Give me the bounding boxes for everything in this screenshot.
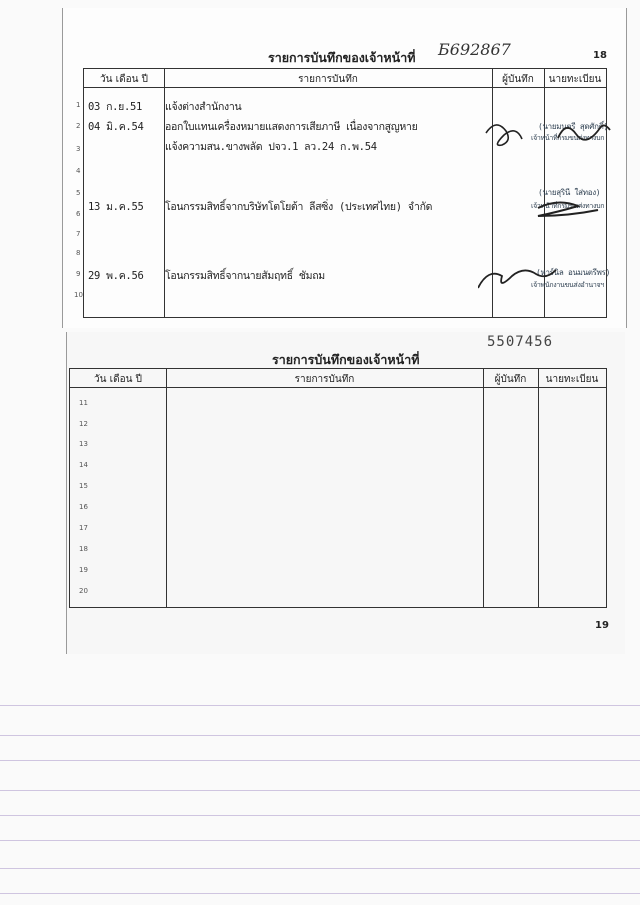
- record-table: [69, 368, 607, 608]
- handwritten-number: Б692867: [438, 40, 511, 59]
- serial-number: 5507456: [487, 334, 554, 350]
- row-number: 11: [79, 399, 88, 407]
- row-number: 18: [79, 545, 88, 553]
- row-number: 1: [76, 101, 81, 109]
- row-number: 16: [79, 503, 88, 511]
- row-number: 9: [76, 270, 81, 278]
- stamp-name: (นายสุรินี ใส่ทอง): [538, 188, 601, 197]
- entry-date: 29 พ.ค.56: [88, 270, 144, 282]
- row-number: 10: [74, 291, 83, 299]
- entry-date: 03 ก.ย.51: [88, 101, 143, 113]
- column-header-record: รายการบันทึก: [294, 374, 355, 385]
- entry-text: แจ้งต่างสำนักงาน: [165, 101, 242, 113]
- stamp-title: เจ้าหน้าที่กรมขนส่งทางบก: [531, 202, 605, 210]
- entry-date: 04 มิ.ค.54: [88, 121, 144, 133]
- row-number: 20: [79, 587, 88, 595]
- column-header-record: รายการบันทึก: [298, 74, 358, 85]
- column-header-registrar: นายทะเบียน: [548, 74, 602, 85]
- row-number: 14: [79, 461, 88, 469]
- signatures: [478, 108, 618, 308]
- column-header-date: วัน เดือน ปี: [94, 374, 142, 385]
- column-header-recorder: ผู้บันทึก: [494, 374, 527, 385]
- row-number: 7: [76, 230, 81, 238]
- column-header-registrar: นายทะเบียน: [545, 374, 599, 385]
- row-number: 4: [76, 167, 81, 175]
- row-number: 3: [76, 145, 81, 153]
- page-number: 19: [595, 620, 609, 631]
- row-number: 12: [79, 420, 88, 428]
- entry-text: โอนกรรมสิทธิ์จากนายสัมฤทธิ์ ชัมถม: [165, 270, 325, 282]
- column-header-date: วัน เดือน ปี: [100, 74, 148, 85]
- stamp-title: เจ้าพนักงานขนส่งอำนาจฯ: [531, 281, 604, 289]
- row-number: 19: [79, 566, 88, 574]
- entry-text: โอนกรรมสิทธิ์จากบริษัทโตโยต้า ลีสซิ่ง (ประเทศไทย) จำกัด: [165, 201, 433, 213]
- row-number: 13: [79, 440, 88, 448]
- entry-date: 13 ม.ค.55: [88, 201, 144, 213]
- record-page-bottom: [66, 332, 625, 654]
- column-header-recorder: ผู้บันทึก: [502, 74, 534, 85]
- stamp-name: (นายมนตรี สุดศักดิ์): [538, 122, 609, 131]
- stamp-title: เจ้าหน้าที่กรมขนส่งทางบก: [531, 134, 605, 142]
- entry-text: ออกใบแทนเครื่องหมายแสดงการเสียภาษี เนื่องจากสูญหาย: [165, 121, 418, 133]
- entry-text: แจ้งความสน.ขางพลัด ปจว.1 ลว.24 ก.พ.54: [165, 141, 377, 153]
- row-number: 2: [76, 122, 81, 130]
- page-title: รายการบันทึกของเจ้าหน้าที่: [272, 352, 420, 367]
- row-number: 8: [76, 249, 81, 257]
- record-page-top: [62, 8, 627, 328]
- page-number: 18: [593, 50, 607, 61]
- stamp-name: (หาร์นิล อนมนตรีพร): [536, 268, 611, 277]
- page-title: รายการบันทึกของเจ้าหน้าที่: [268, 50, 416, 65]
- row-number: 15: [79, 482, 88, 490]
- row-number: 6: [76, 210, 81, 218]
- row-number: 5: [76, 189, 81, 197]
- row-number: 17: [79, 524, 88, 532]
